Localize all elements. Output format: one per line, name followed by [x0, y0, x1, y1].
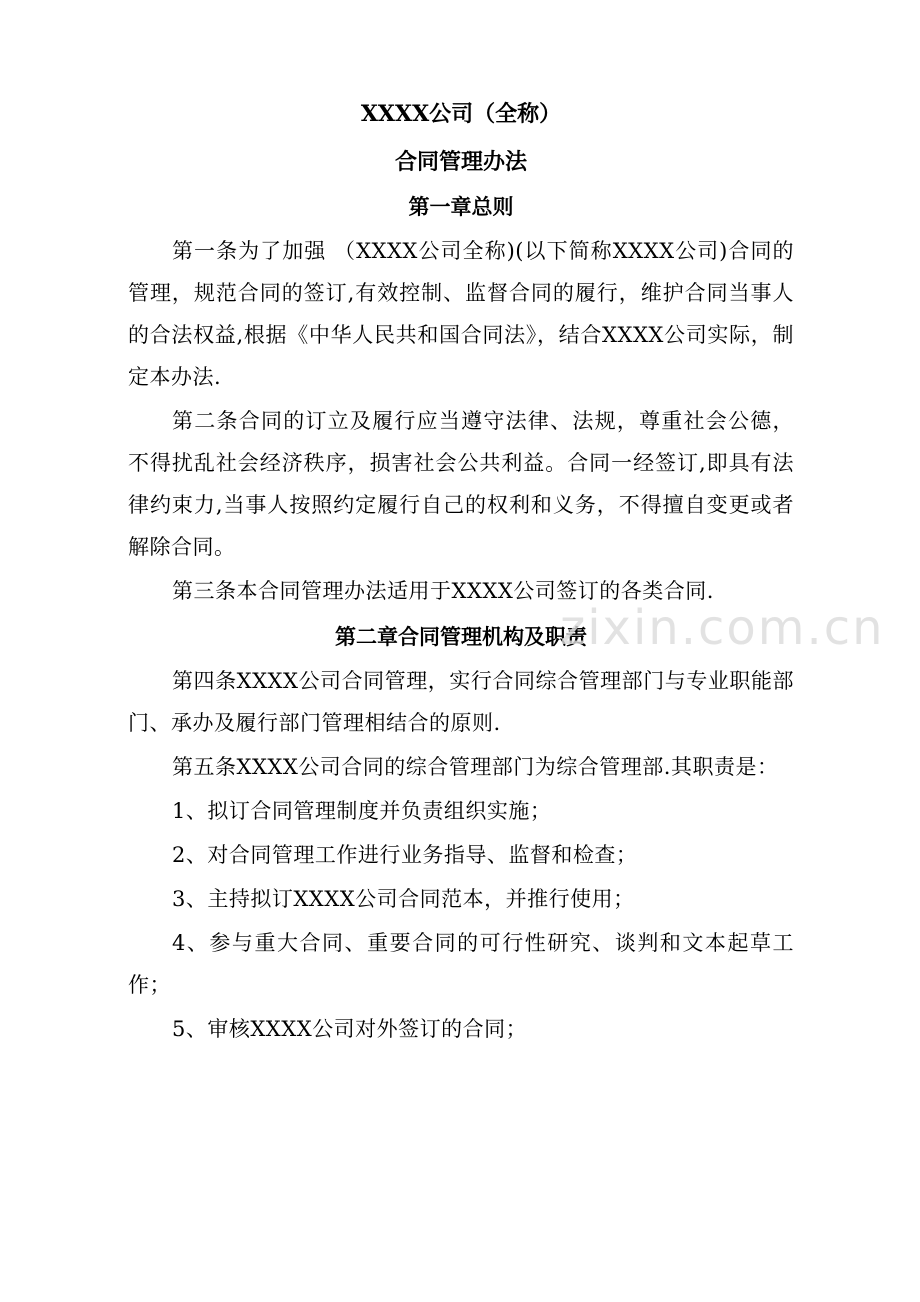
article-4: 第四条XXXX公司合同管理，实行合同综合管理部门与专业职能部门、承办及履行部门管理相结合的原则.: [128, 669, 794, 735]
watermark: zixin.com.cn: [560, 600, 885, 656]
article-5: 第五条XXXX公司合同的综合管理部门为综合管理部.其职责是：: [172, 755, 779, 779]
duty-item-5: 5、审核XXXX公司对外签订的合同；: [172, 1017, 528, 1041]
duty-item-1: 1、拟订合同管理制度并负责组织实施；: [172, 799, 552, 823]
chapter-1-heading: 第一章总则: [408, 194, 514, 219]
duty-item-3: 3、主持拟订XXXX公司合同范本，并推行使用；: [172, 887, 635, 911]
document-title: 合同管理办法: [394, 149, 527, 175]
chapter-2-heading: 第二章合同管理机构及职责: [335, 624, 587, 649]
article-1: 第一条为了加强 （XXXX公司全称)(以下简称XXXX公司)合同的管理，规范合同的签订,有效控制、监督合同的履行，维护合同当事人的合法权益,根据《中华人民共和国合同法》，结合XXXX公司实际，制定本办法.: [128, 239, 794, 389]
company-title: XXXX公司（全称）: [360, 101, 562, 127]
duty-item-2: 2、对合同管理工作进行业务指导、监督和检查；: [172, 843, 638, 867]
article-2: 第二条合同的订立及履行应当遵守法律、法规，尊重社会公德，不得扰乱社会经济秩序，损害社会公共利益。合同一经签订,即具有法律约束力,当事人按照约定履行自己的权利和义务，不得擅自变更或者解除合同。: [128, 409, 794, 559]
article-3: 第三条本合同管理办法适用于XXXX公司签订的各类合同.: [172, 579, 714, 603]
document-page: [128, 92, 794, 1052]
duty-item-4: 4、参与重大合同、重要合同的可行性研究、谈判和文本起草工作；: [128, 931, 794, 997]
